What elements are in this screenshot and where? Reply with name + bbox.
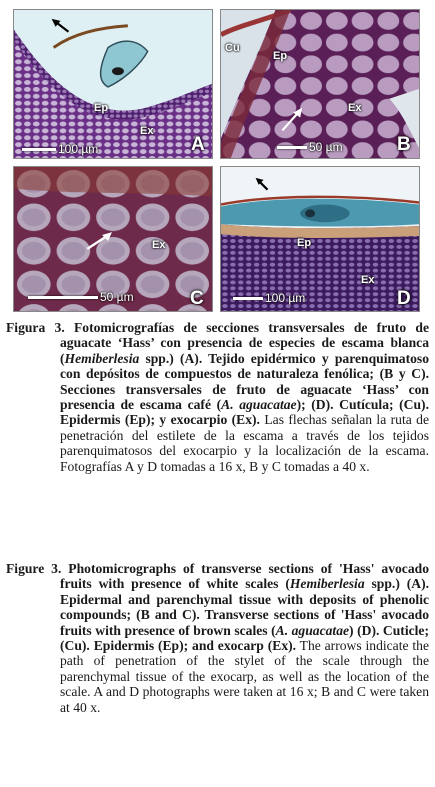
caption-italic-text: Hemiberlesia bbox=[64, 350, 140, 366]
panel-letter: C bbox=[190, 288, 204, 309]
scale-text: 50 µm bbox=[309, 140, 343, 154]
scale-bar bbox=[277, 140, 343, 154]
caption-bold-text: Fotomicrografías de secciones transversales de fruto de aguacate ‘Hass’ con presencia de especies de escama blanca ( bbox=[60, 320, 429, 366]
arrow-icon bbox=[14, 10, 212, 158]
label-cu: Cu bbox=[225, 42, 240, 54]
caption-bold-text: Photomicrographs of transverse sections of 'Hass' avocado fruits with presence of white scales ( bbox=[60, 561, 429, 592]
figure-caption-english bbox=[6, 561, 429, 715]
caption-body-text: Las flechas señalan la ruta de penetración del estilete de la escama a través de los tejidos parenquimatosos del exocarpio y la localización de la escama. Fotografías A y D tomadas a 16 x, B y C tomadas a 40 x. bbox=[60, 412, 430, 474]
caption-bold-text: ); (D). Cutícula; (Cu). Epidermis (Ep); y exocarpio (Ex). bbox=[60, 397, 429, 428]
caption-italic-text: Hemiberlesia bbox=[289, 576, 365, 592]
panel-letter: B bbox=[397, 134, 411, 155]
label-ex: Ex bbox=[140, 125, 154, 137]
caption-label: Figura 3. bbox=[6, 320, 65, 335]
caption-italic-text: A. aguacatae bbox=[221, 397, 297, 413]
scale-bar bbox=[22, 142, 98, 156]
scale-text: 50 µm bbox=[100, 290, 134, 304]
label-ex: Ex bbox=[152, 239, 166, 251]
caption-bold-text: ) (D). Cuticle; (Cu). Epidermis (Ep); and exocarp (Ex). bbox=[60, 622, 429, 654]
arrow-icon bbox=[221, 167, 419, 311]
scale-bar bbox=[28, 290, 134, 304]
scale-text: 100 µm bbox=[58, 142, 99, 156]
micrograph-panel-d bbox=[220, 166, 420, 312]
figure-caption-spanish bbox=[6, 320, 429, 474]
label-ep: Ep bbox=[94, 102, 109, 114]
caption-italic-text: A. aguacatae bbox=[275, 622, 350, 638]
label-ep: Ep bbox=[297, 237, 312, 249]
panel-letter: D bbox=[397, 288, 411, 309]
label-ex: Ex bbox=[361, 274, 375, 286]
caption-bold-text: spp.) (A). Tejido epidérmico y parenquimatoso con depósitos de compuestos de naturaleza fenólica; (B y C). Secciones transversales de fruto de aguacate ‘Hass’ con presencia de escama café ( bbox=[60, 350, 429, 413]
label-ep: Ep bbox=[273, 50, 288, 62]
scale-text: 100 µm bbox=[265, 291, 306, 305]
label-ex: Ex bbox=[348, 102, 362, 114]
arrow-icon bbox=[221, 10, 419, 158]
caption-label: Figure 3. bbox=[6, 561, 62, 576]
panel-letter: A bbox=[191, 134, 205, 155]
micrograph-panel-b bbox=[220, 9, 420, 159]
caption-body-text: The arrows indicate the path of penetration of the stylet of the scale through the parenchymal tissue of the exocarp, as well as the location of the scale. A and D photographs were taken at 16 x; B and C were taken at 40 x. bbox=[60, 638, 429, 715]
scale-bar bbox=[233, 291, 305, 305]
caption-bold-text: spp.) (A). Epidermal and parenchymal tissue with deposits of phenolic compounds; (B and C). Transverse sections of 'Hass' avocado fruits with presence of brown scales ( bbox=[60, 576, 430, 638]
micrograph-panel-a bbox=[13, 9, 213, 159]
micrograph-panel-c bbox=[13, 166, 213, 312]
